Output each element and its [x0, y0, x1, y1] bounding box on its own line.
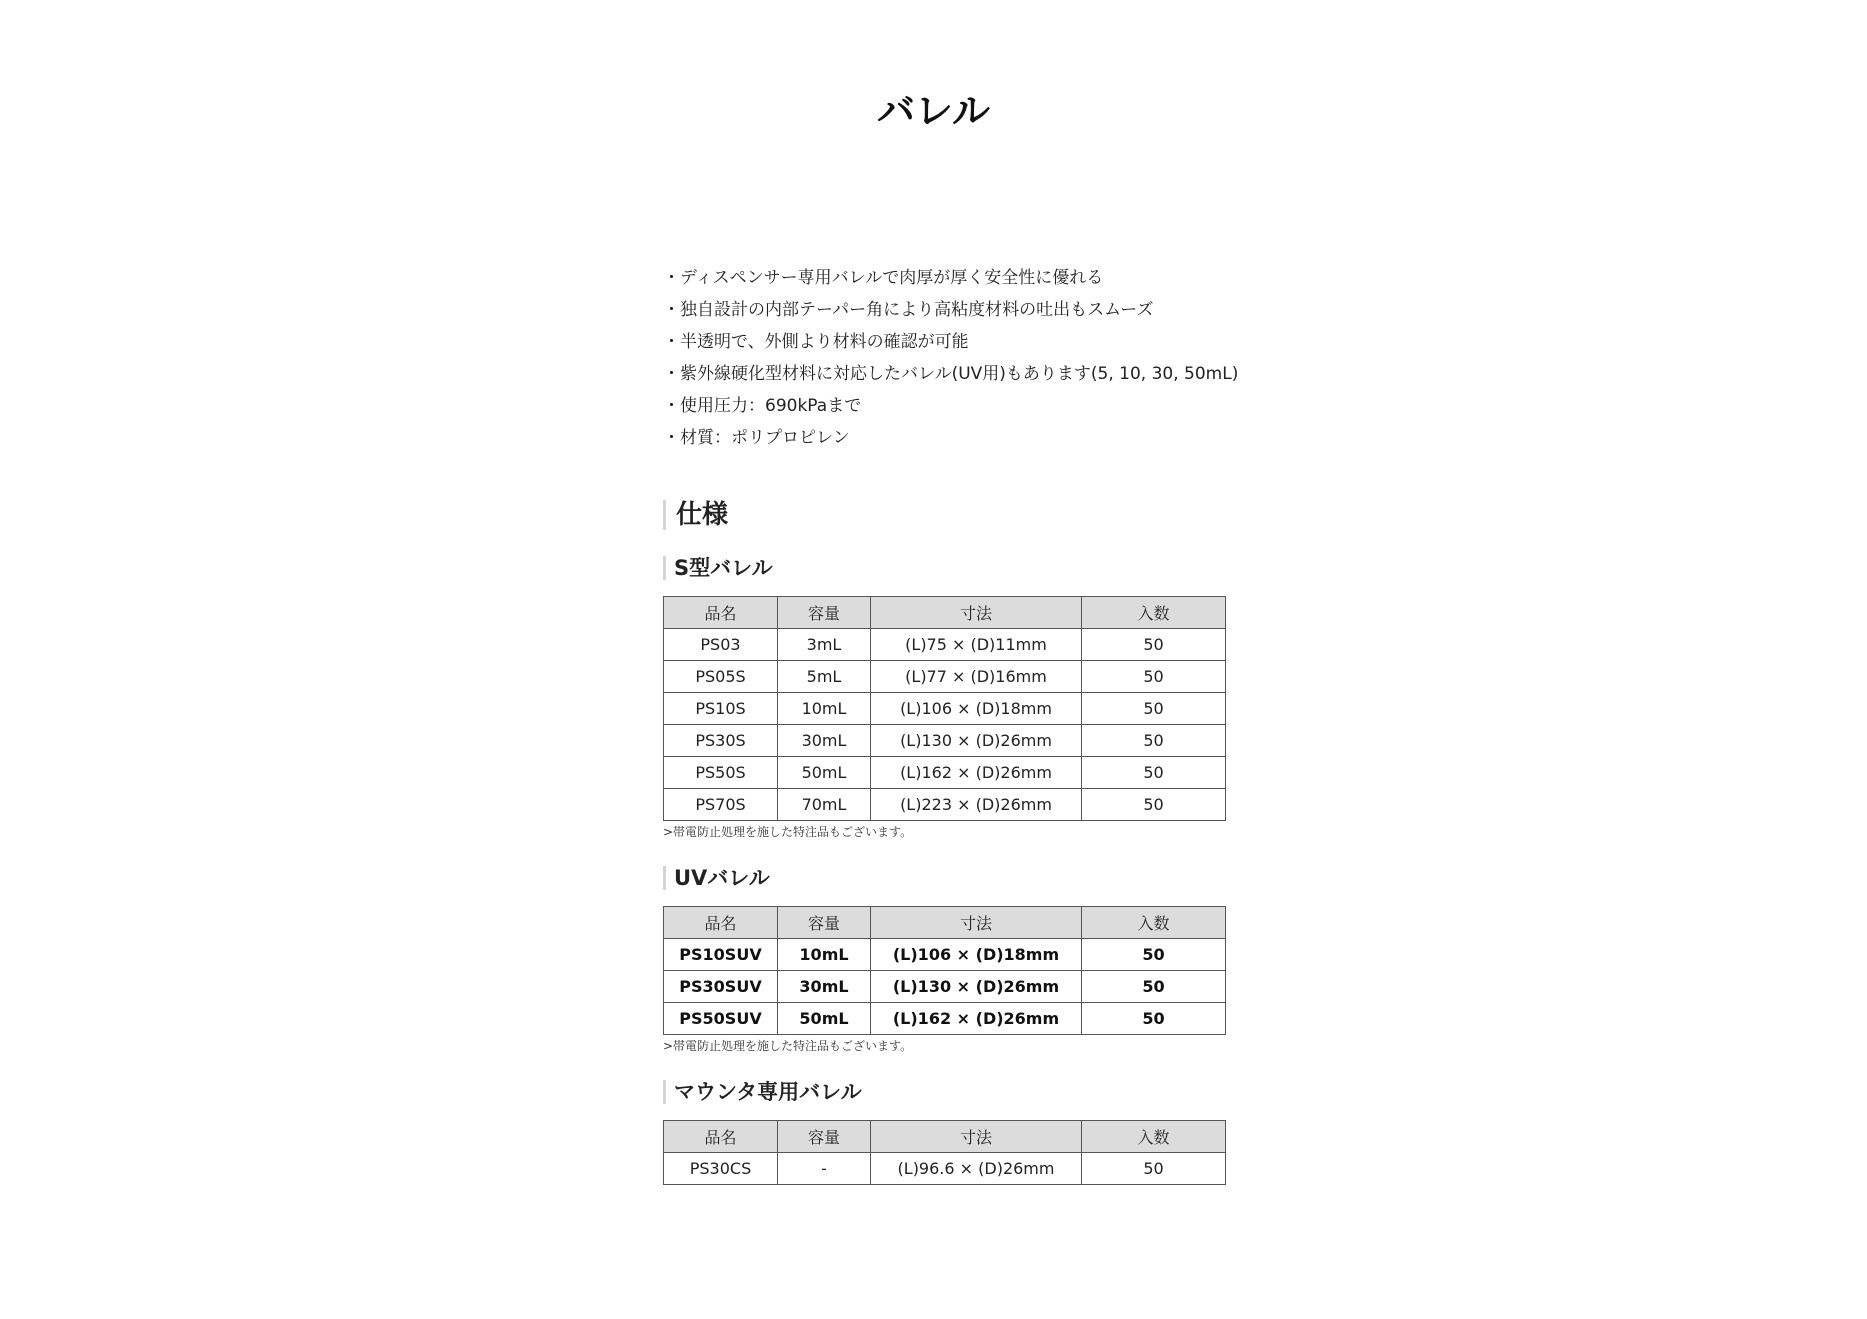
cell-quantity: 50 [1082, 971, 1226, 1003]
table-row [664, 629, 1226, 661]
cell-dimensions: (L)106 × (D)18mm [871, 693, 1082, 725]
cell-quantity: 50 [1082, 1153, 1226, 1185]
cell-dimensions: (L)77 × (D)16mm [871, 661, 1082, 693]
cell-dimensions: (L)130 × (D)26mm [871, 725, 1082, 757]
feature-item: ・材質：ポリプロピレン [663, 428, 850, 448]
feature-item: ・独自設計の内部テーパー角により高粘度材料の吐出もスムーズ [663, 300, 1154, 320]
cell-name: PS70S [664, 789, 778, 821]
table-header-row [664, 907, 1226, 939]
table-row [664, 725, 1226, 757]
antistatic-note: >帯電防止処理を施した特注品もございます。 [663, 825, 913, 839]
cell-dimensions: (L)223 × (D)26mm [871, 789, 1082, 821]
cell-name: PS10SUV [664, 939, 778, 971]
column-header-capacity: 容量 [778, 597, 871, 629]
cell-capacity: 10mL [778, 939, 871, 971]
table-row [664, 693, 1226, 725]
column-header-name: 品名 [664, 907, 778, 939]
cell-quantity: 50 [1082, 757, 1226, 789]
cell-name: PS10S [664, 693, 778, 725]
column-header-capacity: 容量 [778, 1121, 871, 1153]
table-row [664, 1003, 1226, 1035]
column-header-capacity: 容量 [778, 907, 871, 939]
s-barrel-heading: S型バレル [663, 556, 1228, 580]
column-header-quantity: 入数 [1082, 907, 1226, 939]
table-row [664, 971, 1226, 1003]
cell-capacity: - [778, 1153, 871, 1185]
mounter-barrel-heading: マウンタ専用バレル [663, 1080, 1228, 1104]
cell-quantity: 50 [1082, 629, 1226, 661]
cell-capacity: 50mL [778, 1003, 871, 1035]
cell-quantity: 50 [1082, 725, 1226, 757]
cell-capacity: 30mL [778, 971, 871, 1003]
cell-name: PS50SUV [664, 1003, 778, 1035]
cell-capacity: 30mL [778, 725, 871, 757]
mounter-barrel-table [663, 1120, 1226, 1185]
cell-dimensions: (L)162 × (D)26mm [871, 1003, 1082, 1035]
table-row [664, 661, 1226, 693]
table-row [664, 1153, 1226, 1185]
cell-capacity: 3mL [778, 629, 871, 661]
column-header-quantity: 入数 [1082, 597, 1226, 629]
page-title: バレル [876, 89, 991, 133]
table-row [664, 757, 1226, 789]
cell-quantity: 50 [1082, 939, 1226, 971]
cell-capacity: 50mL [778, 757, 871, 789]
table-row [664, 789, 1226, 821]
feature-item: ・使用圧力：690kPaまで [663, 396, 862, 416]
table-row [664, 939, 1226, 971]
column-header-dimensions: 寸法 [871, 597, 1082, 629]
column-header-dimensions: 寸法 [871, 1121, 1082, 1153]
uv-barrel-table [663, 906, 1226, 1035]
column-header-name: 品名 [664, 597, 778, 629]
uv-barrel-heading: UVバレル [663, 866, 1228, 890]
column-header-name: 品名 [664, 1121, 778, 1153]
cell-name: PS03 [664, 629, 778, 661]
cell-name: PS30CS [664, 1153, 778, 1185]
cell-quantity: 50 [1082, 661, 1226, 693]
column-header-dimensions: 寸法 [871, 907, 1082, 939]
cell-quantity: 50 [1082, 693, 1226, 725]
cell-name: PS30SUV [664, 971, 778, 1003]
antistatic-note: >帯電防止処理を施した特注品もございます。 [663, 1039, 913, 1053]
spec-heading: 仕様 [663, 500, 1228, 530]
cell-name: PS30S [664, 725, 778, 757]
cell-capacity: 10mL [778, 693, 871, 725]
table-header-row [664, 1121, 1226, 1153]
cell-dimensions: (L)96.6 × (D)26mm [871, 1153, 1082, 1185]
cell-dimensions: (L)75 × (D)11mm [871, 629, 1082, 661]
s-barrel-table [663, 596, 1226, 821]
cell-name: PS05S [664, 661, 778, 693]
feature-list [663, 262, 1239, 454]
feature-item: ・紫外線硬化型材料に対応したバレル(UV用)もあります(5, 10, 30, 50mL) [663, 364, 1239, 384]
column-header-quantity: 入数 [1082, 1121, 1226, 1153]
cell-dimensions: (L)106 × (D)18mm [871, 939, 1082, 971]
cell-capacity: 70mL [778, 789, 871, 821]
feature-item: ・ディスペンサー専用バレルで肉厚が厚く安全性に優れる [663, 268, 1104, 288]
table-header-row [664, 597, 1226, 629]
cell-quantity: 50 [1082, 1003, 1226, 1035]
product-content [663, 262, 1239, 1185]
cell-capacity: 5mL [778, 661, 871, 693]
cell-dimensions: (L)162 × (D)26mm [871, 757, 1082, 789]
cell-quantity: 50 [1082, 789, 1226, 821]
cell-name: PS50S [664, 757, 778, 789]
feature-item: ・半透明で、外側より材料の確認が可能 [663, 332, 969, 352]
cell-dimensions: (L)130 × (D)26mm [871, 971, 1082, 1003]
